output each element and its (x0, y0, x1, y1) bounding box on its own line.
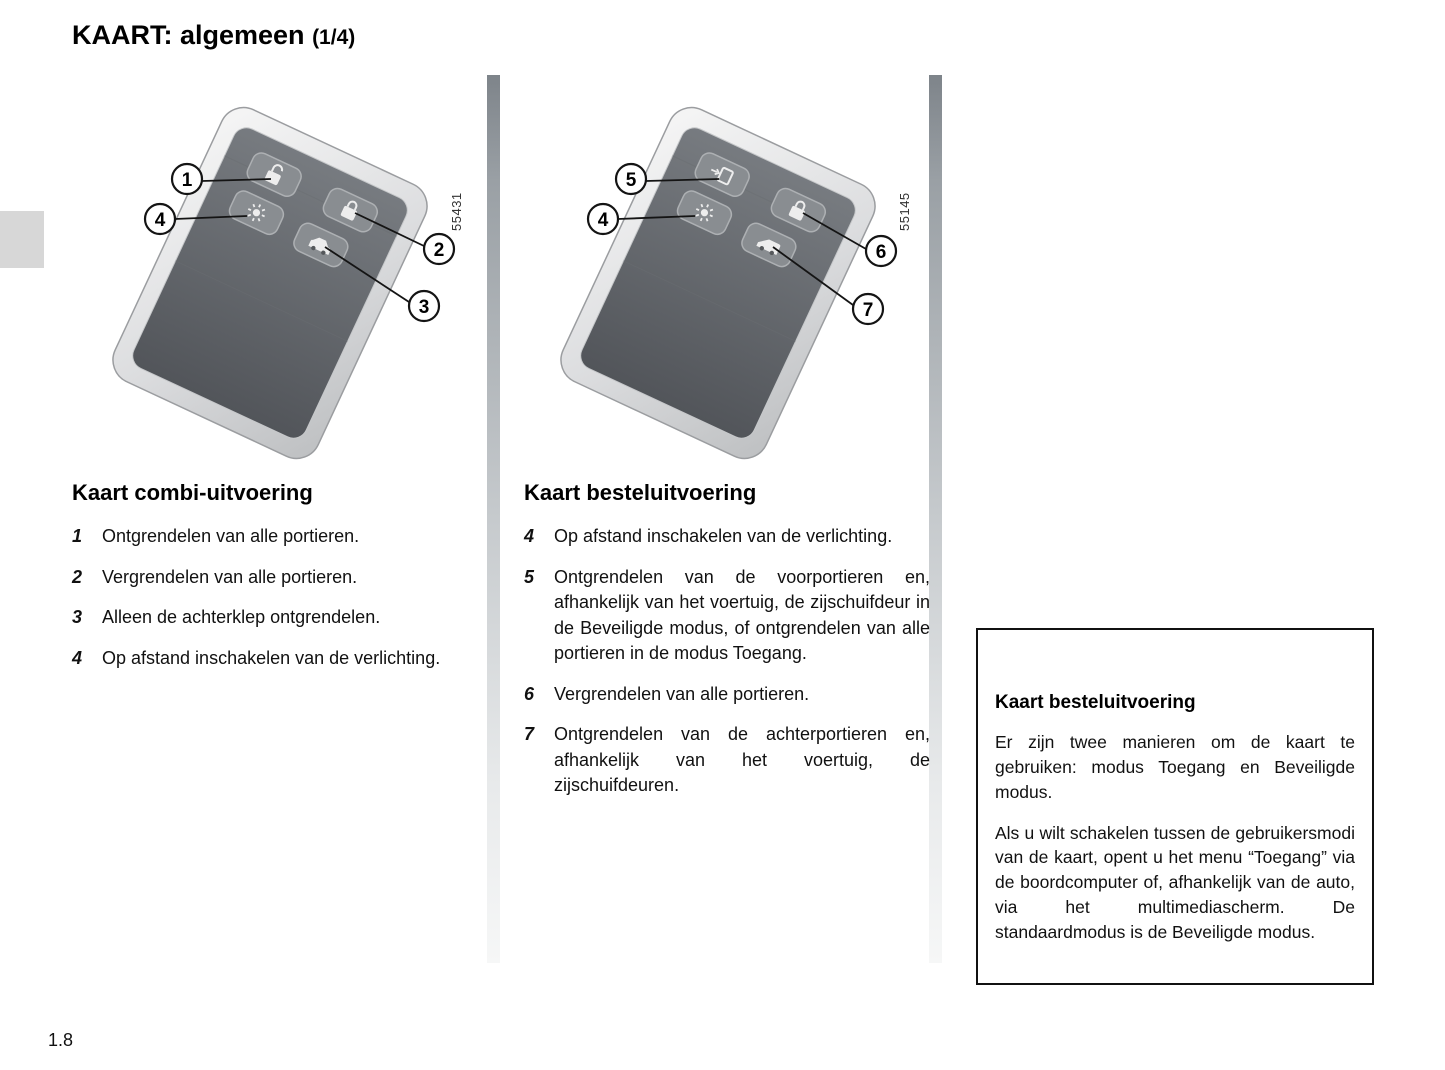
figure-key-card-combi (75, 85, 470, 475)
callout-number: 3 (418, 296, 430, 318)
section-combi (72, 480, 478, 686)
list-item (524, 524, 930, 550)
callout-6 (866, 236, 896, 266)
key-card-body (553, 100, 883, 467)
separator-bar (929, 75, 942, 963)
item-number: 3 (72, 607, 83, 628)
key-card-body (105, 100, 435, 467)
item-text: Vergrendelen van alle portieren. (102, 566, 358, 587)
callout-number: 1 (181, 169, 193, 191)
callout-7 (853, 294, 883, 324)
key-card-combi-illustration (75, 85, 470, 470)
section-heading: Kaart besteluitvoering (524, 480, 757, 505)
page-number: 1.8 (48, 1030, 74, 1050)
list-item (72, 646, 478, 672)
item-text: Op afstand inschakelen van de verlichting. (554, 526, 893, 546)
item-number: 2 (72, 566, 83, 587)
callout-5 (616, 164, 646, 194)
item-text: Op afstand inschakelen van de verlichting. (102, 647, 441, 668)
callout-4 (145, 204, 175, 234)
item-text: Ontgrendelen van alle portieren. (102, 526, 360, 546)
list-item (72, 565, 478, 591)
item-number: 7 (524, 724, 535, 745)
item-text: Alleen de achterklep ontgrendelen. (102, 607, 381, 628)
item-number: 6 (524, 683, 535, 704)
page-title-main: KAART: algemeen (72, 20, 305, 50)
callout-1 (172, 164, 202, 194)
item-number: 4 (524, 526, 535, 546)
item-number: 5 (524, 566, 535, 587)
item-text: Ontgrendelen van de voorportieren en, afhankelijk van het voertuig, de zijschuifdeur in de Beveiligde modus, of ontgrendelen van alle portieren in de modus Toegang. (554, 566, 930, 664)
list-item (524, 682, 930, 708)
callout-number: 5 (625, 169, 637, 191)
list-item (524, 722, 930, 799)
list-item (524, 565, 930, 667)
section-edge-tab (0, 211, 44, 268)
page-title (72, 20, 355, 51)
item-text: Vergrendelen van alle portieren. (554, 683, 810, 704)
figure-ref-number: 55145 (897, 192, 912, 231)
note-box-heading: Kaart besteluitvoering (995, 692, 1196, 713)
callout-4 (588, 204, 618, 234)
note-box (976, 628, 1374, 985)
note-box-paragraph: Als u wilt schakelen tussen de gebruikersmodi van de kaart, opent u het menu “Toegang” via de boordcomputer of, afhankelijk van de auto, via het multimediascherm. De standaardmodus is de Beveiligde modus. (995, 822, 1355, 942)
item-number: 4 (72, 647, 83, 668)
item-number: 1 (72, 526, 83, 546)
callout-2 (424, 234, 454, 264)
separator-bar (487, 75, 500, 963)
note-box-paragraph: Er zijn twee manieren om de kaart te gebruiken: modus Toegang en Beveiligde modus. (995, 732, 1355, 802)
callout-number: 4 (154, 209, 166, 231)
figure-key-card-bestel (523, 85, 918, 475)
list-item (72, 524, 478, 550)
page-title-suffix: (1/4) (312, 26, 356, 49)
figure-ref-number: 55431 (449, 192, 464, 231)
section-bestel (524, 480, 930, 814)
list-item (72, 605, 478, 631)
callout-number: 7 (862, 299, 874, 321)
callout-3 (409, 291, 439, 321)
key-card-bestel-illustration (523, 85, 918, 470)
section-heading: Kaart combi-uitvoering (72, 480, 313, 505)
callout-number: 4 (597, 209, 609, 231)
item-text: Ontgrendelen van de achterportieren en, afhankelijk van het voertuig, de zijschuifdeuren. (554, 724, 930, 796)
callout-number: 6 (875, 241, 887, 263)
callout-number: 2 (433, 239, 445, 261)
